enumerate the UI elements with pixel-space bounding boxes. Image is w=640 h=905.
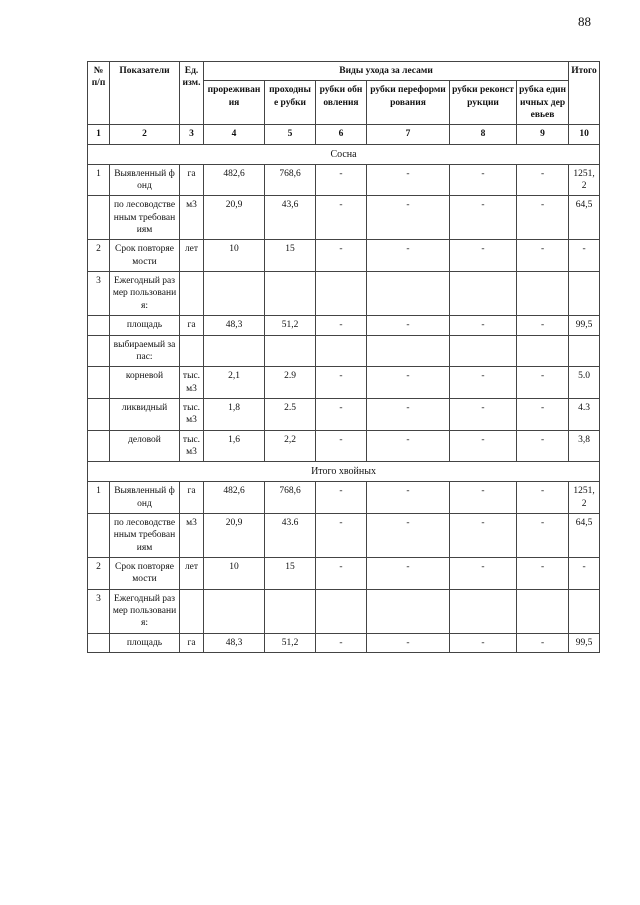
row-value: [316, 272, 367, 316]
row-value: [316, 335, 367, 367]
row-num: 2: [88, 240, 110, 272]
row-value: -: [316, 513, 367, 557]
row-total: 5.0: [569, 367, 600, 399]
row-unit: м3: [180, 513, 204, 557]
table-row: [88, 633, 600, 652]
row-value: 51,2: [265, 316, 316, 335]
col-number: 3: [180, 125, 204, 144]
row-value: [316, 589, 367, 633]
row-value: -: [450, 316, 517, 335]
row-value: -: [367, 164, 450, 196]
row-value: -: [316, 367, 367, 399]
row-value: [517, 335, 569, 367]
row-unit: га: [180, 482, 204, 514]
row-value: -: [517, 430, 569, 462]
row-total: 4.3: [569, 398, 600, 430]
row-value: [367, 272, 450, 316]
row-unit: лет: [180, 240, 204, 272]
row-value: -: [517, 316, 569, 335]
section-title: Итого хвойных: [88, 462, 600, 482]
table-row: [88, 272, 600, 316]
row-value: 768,6: [265, 482, 316, 514]
row-value: 1,6: [204, 430, 265, 462]
row-value: -: [316, 240, 367, 272]
row-value: 2.9: [265, 367, 316, 399]
row-num: 3: [88, 272, 110, 316]
row-value: -: [450, 430, 517, 462]
table-row: [88, 316, 600, 335]
row-num: 2: [88, 557, 110, 589]
row-unit: га: [180, 164, 204, 196]
row-num: [88, 367, 110, 399]
row-value: -: [367, 633, 450, 652]
row-unit: [180, 335, 204, 367]
row-label: по лесоводственным требованиям: [110, 196, 180, 240]
col-number: 8: [450, 125, 517, 144]
row-value: 10: [204, 240, 265, 272]
col-number: 10: [569, 125, 600, 144]
row-value: [517, 272, 569, 316]
row-value: 43.6: [265, 513, 316, 557]
row-value: -: [517, 557, 569, 589]
row-total: [569, 272, 600, 316]
row-value: -: [316, 164, 367, 196]
col-number: 5: [265, 125, 316, 144]
row-num: 1: [88, 164, 110, 196]
col-number: 4: [204, 125, 265, 144]
row-label: по лесоводственным требованиям: [110, 513, 180, 557]
table-row: [88, 367, 600, 399]
row-value: 15: [265, 557, 316, 589]
row-value: 43,6: [265, 196, 316, 240]
section-row: [88, 462, 600, 482]
row-unit: [180, 272, 204, 316]
row-value: -: [450, 240, 517, 272]
row-label: выбираемый запас:: [110, 335, 180, 367]
row-unit: тыс. м3: [180, 430, 204, 462]
forest-care-table: [87, 61, 600, 653]
table-row: [88, 589, 600, 633]
row-unit: тыс. м3: [180, 367, 204, 399]
row-value: 1,8: [204, 398, 265, 430]
row-unit: м3: [180, 196, 204, 240]
row-total: 1251,2: [569, 482, 600, 514]
row-value: -: [367, 398, 450, 430]
row-label: Срок повторяемости: [110, 240, 180, 272]
table-row: [88, 398, 600, 430]
row-unit: [180, 589, 204, 633]
row-value: 768,6: [265, 164, 316, 196]
row-value: -: [316, 633, 367, 652]
row-total: 99,5: [569, 316, 600, 335]
table-row: [88, 430, 600, 462]
row-value: 48,3: [204, 316, 265, 335]
row-label: Выявленный фонд: [110, 482, 180, 514]
row-label: площадь: [110, 316, 180, 335]
row-value: 2,2: [265, 430, 316, 462]
row-value: 51,2: [265, 633, 316, 652]
row-value: -: [316, 430, 367, 462]
row-value: 20,9: [204, 196, 265, 240]
row-value: [517, 589, 569, 633]
row-unit: лет: [180, 557, 204, 589]
row-total: -: [569, 240, 600, 272]
header-indicator: Показатели: [110, 62, 180, 125]
row-value: -: [517, 240, 569, 272]
row-total: 99,5: [569, 633, 600, 652]
row-unit: тыс. м3: [180, 398, 204, 430]
row-num: [88, 398, 110, 430]
row-label: ликвидный: [110, 398, 180, 430]
row-label: Срок повторяемости: [110, 557, 180, 589]
row-value: -: [450, 367, 517, 399]
row-num: 3: [88, 589, 110, 633]
col-number: 7: [367, 125, 450, 144]
row-value: -: [367, 367, 450, 399]
row-value: -: [517, 367, 569, 399]
header-col-single-trees: рубка единичных деревьев: [517, 81, 569, 125]
col-number: 2: [110, 125, 180, 144]
row-value: -: [517, 196, 569, 240]
header-col-reformation: рубки переформирования: [367, 81, 450, 125]
row-value: -: [316, 482, 367, 514]
row-value: -: [517, 633, 569, 652]
row-value: [450, 272, 517, 316]
row-value: [367, 335, 450, 367]
row-value: -: [517, 513, 569, 557]
row-value: -: [316, 398, 367, 430]
header-row-1: [88, 62, 600, 81]
row-value: -: [367, 316, 450, 335]
row-value: [450, 335, 517, 367]
row-num: [88, 316, 110, 335]
row-num: [88, 335, 110, 367]
row-num: [88, 513, 110, 557]
row-label: корневой: [110, 367, 180, 399]
row-value: [265, 272, 316, 316]
section-row: [88, 144, 600, 164]
row-value: -: [517, 164, 569, 196]
row-value: -: [450, 557, 517, 589]
row-unit: га: [180, 633, 204, 652]
header-col-renewal: рубки обновления: [316, 81, 367, 125]
row-num: [88, 430, 110, 462]
row-value: -: [517, 482, 569, 514]
row-value: -: [450, 196, 517, 240]
row-total: -: [569, 557, 600, 589]
col-number: 9: [517, 125, 569, 144]
table-row: [88, 482, 600, 514]
section-title: Сосна: [88, 144, 600, 164]
row-value: 2.5: [265, 398, 316, 430]
header-group-title: Виды ухода за лесами: [204, 62, 569, 81]
header-num: № п/п: [88, 62, 110, 125]
row-value: -: [367, 482, 450, 514]
table-row: [88, 196, 600, 240]
row-value: -: [450, 164, 517, 196]
row-value: [265, 335, 316, 367]
row-value: [265, 589, 316, 633]
row-value: -: [367, 430, 450, 462]
row-value: -: [316, 196, 367, 240]
header-col-reconstruction: рубки реконструкции: [450, 81, 517, 125]
table-body: [88, 144, 600, 652]
row-label: площадь: [110, 633, 180, 652]
row-value: 48,3: [204, 633, 265, 652]
row-value: -: [367, 240, 450, 272]
row-total: [569, 335, 600, 367]
page-number: 88: [578, 14, 591, 29]
row-value: 10: [204, 557, 265, 589]
table-row: [88, 557, 600, 589]
row-value: -: [367, 557, 450, 589]
row-value: [204, 272, 265, 316]
row-unit: га: [180, 316, 204, 335]
row-value: -: [367, 196, 450, 240]
header-unit: Ед. изм.: [180, 62, 204, 125]
row-value: -: [316, 557, 367, 589]
row-value: 482,6: [204, 482, 265, 514]
row-value: -: [450, 633, 517, 652]
row-value: [204, 335, 265, 367]
row-value: -: [450, 398, 517, 430]
row-total: [569, 589, 600, 633]
table-row: [88, 240, 600, 272]
header-col-passing: проходные рубки: [265, 81, 316, 125]
row-value: -: [450, 482, 517, 514]
row-value: -: [517, 398, 569, 430]
row-value: 2,1: [204, 367, 265, 399]
row-value: [204, 589, 265, 633]
row-value: [450, 589, 517, 633]
row-num: [88, 633, 110, 652]
row-value: 482,6: [204, 164, 265, 196]
row-total: 3,8: [569, 430, 600, 462]
row-total: 64,5: [569, 196, 600, 240]
row-label: деловой: [110, 430, 180, 462]
table-row: [88, 335, 600, 367]
table-row: [88, 513, 600, 557]
header-col-thinning: прореживания: [204, 81, 265, 125]
column-numbers-row: [88, 125, 600, 144]
row-total: 1251,2: [569, 164, 600, 196]
col-number: 1: [88, 125, 110, 144]
row-value: 20,9: [204, 513, 265, 557]
col-number: 6: [316, 125, 367, 144]
row-num: [88, 196, 110, 240]
header-total: Итого: [569, 62, 600, 125]
row-label: Выявленный фонд: [110, 164, 180, 196]
row-value: -: [367, 513, 450, 557]
row-label: Ежегодный размер пользования:: [110, 272, 180, 316]
row-value: -: [450, 513, 517, 557]
row-label: Ежегодный размер пользования:: [110, 589, 180, 633]
row-value: [367, 589, 450, 633]
table-row: [88, 164, 600, 196]
row-value: 15: [265, 240, 316, 272]
row-total: 64,5: [569, 513, 600, 557]
row-value: -: [316, 316, 367, 335]
row-num: 1: [88, 482, 110, 514]
